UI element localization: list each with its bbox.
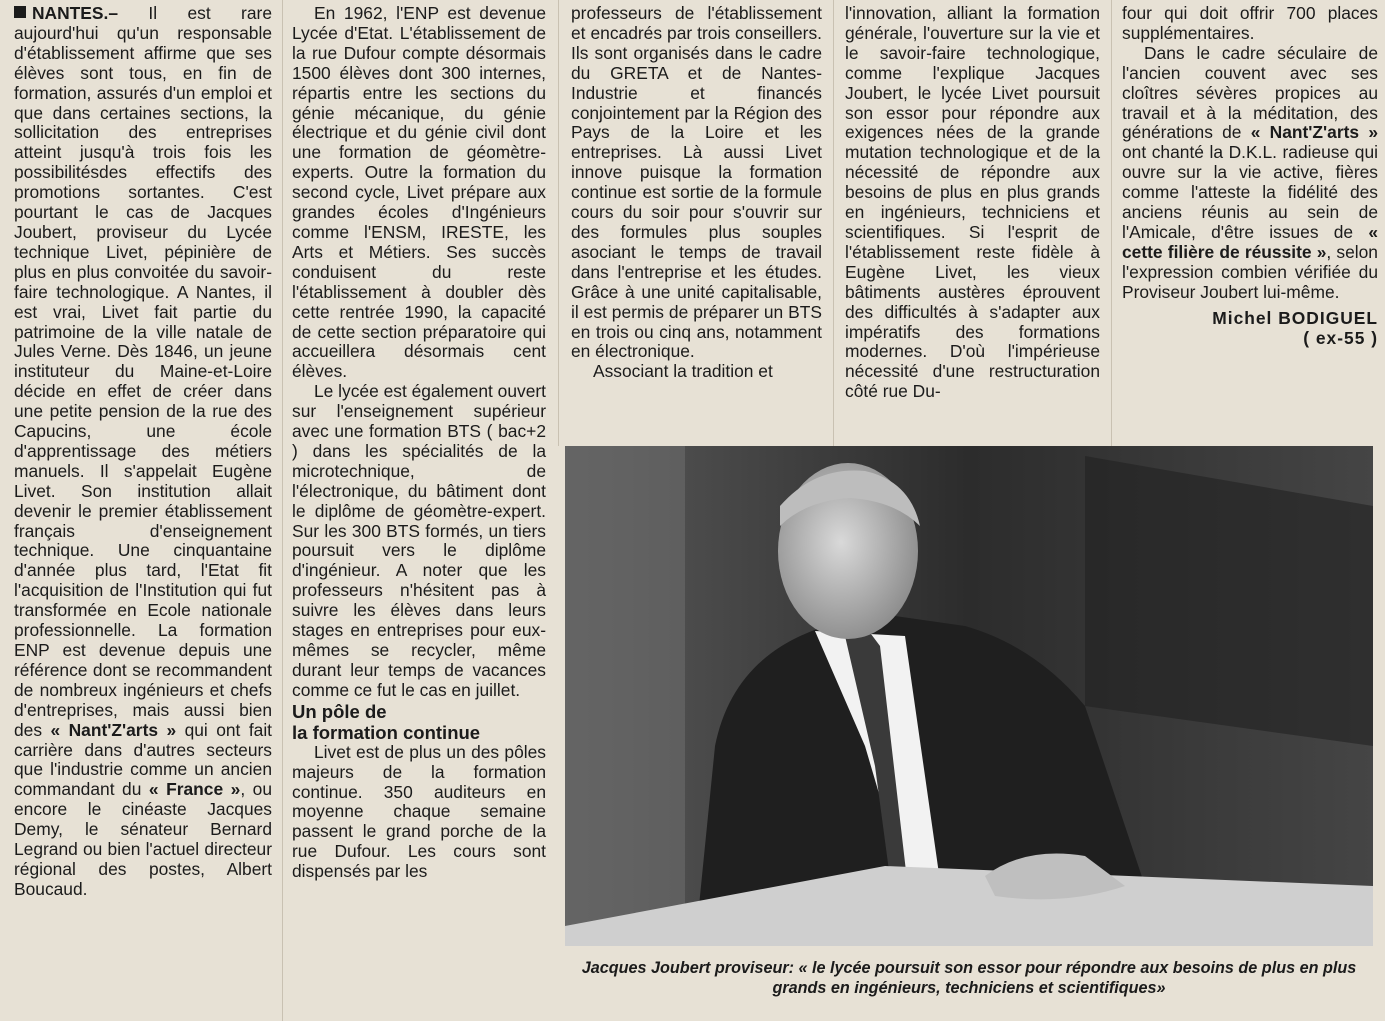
article-column-5 [1122,4,1378,348]
column-rule-4 [1111,0,1112,446]
article-paragraph: four qui doit offrir 700 places supplémentaires. [1122,3,1378,43]
portrait-photo [565,446,1373,946]
author-note: ( ex-55 ) [1303,327,1378,348]
author-signature: Michel BODIGUEL [1212,307,1378,328]
article-paragraph: Le lycée est également ouvert sur l'enseignement supérieur avec une formation BTS ( bac+2 ) dans les spécialités de la microtechnique, de l'électronique, du bâtiment dont le diplôme de géomètre-expert. Sur les 300 BTS formés, un tiers poursuit vers le diplôme d'ingénieur. A noter que les professeurs n'hésitent pas à suivre les élèves dans leurs stages en entreprises pour eux-mêmes se recycler, même durant leur temps de vacances comme ce fut le cas en juillet. [292,381,547,700]
column-rule-1 [282,0,283,1021]
portrait-photo-illustration [565,446,1373,946]
article-paragraph: Associant la tradition et [593,361,773,382]
article-column-4 [845,4,1100,402]
article-column-2 [292,4,546,882]
column-rule-3 [833,0,834,446]
bullet-square-icon [14,6,26,18]
article-column-1 [14,4,272,900]
article-paragraph: l'innovation, alliant la formation générale, l'ouverture sur la vie et le savoir-faire technologique, comme l'explique Jacques Joubert, le lycée Livet poursuit son essor pour répondre aux exigences nées de la grande mutation technologique et de la nécessité de répondre aux besoins de plus en plus grands en ingénieurs, techniciens et scientifiques. Si l'esprit de l'établissement reste fidèle à Eugène Livet, les vieux bâtiments austères éprouvent des difficultés à s'adapter aux impératifs des formations modernes. D'où l'impérieuse nécessité d'une restructuration côté rue Du- [845,3,1100,402]
article-paragraph: En 1962, l'ENP est devenue Lycée d'Etat. L'établissement de la rue Dufour compte désormais 1500 élèves dont 300 internes, répartis entre les sections du génie mécanique, du génie électrique et du génie civil dont une formation de géomètre-experts. Outre la formation du second cycle, Livet prépare aux grandes écoles d'Ingénieurs comme l'ENSM, IRESTE, les Arts et Métiers. Ses succès conduisent du reste l'établissement à doubler dès cette rentrée 1990, la capacité de cette section préparatoire qui accueillera désormais cent élèves. [292,3,546,382]
article-column-3 [571,4,822,382]
article-paragraph: NANTES.– Il est rare aujourd'hui qu'un responsable d'établissement affirme que ses élèves sont tous, en fin de formation, assurés d'un emploi et que dans certaines sections, la sollicitation des entreprises atteint jusqu'à trois fois les possibilitésdes effectifs des promotions sortantes. C'est pourtant le cas de Jacques Joubert, proviseur du Lycée technique Livet, pépinière de plus en plus convoitée du savoir-faire technologique. A Nantes, il est vrai, Livet fait partie du patrimoine de la ville natale de Jules Verne. Dès 1846, un jeune instituteur du Maine-et-Loire décide en effet de créer dans une petite pension de la rue des Capucins, une école d'apprentissage des métiers manuels. Il s'appelait Eugène Livet. Son institution allait devenir le premier établissement français d'enseignement technique. Une cinquantaine d'année plus tard, l'Etat fit l'acquisition de l'Institution qui fut transformée en Ecole nationale professionnelle. La formation ENP est devenue depuis une référence dont se recommandent de nombreux ingénieurs et chefs d'entreprises, mais aussi bien des « Nant'Z'arts » qui ont fait carrière dans d'autres secteurs que l'industrie comme un ancien commandant du « France », ou encore le cinéaste Jacques Demy, le sénateur Bernard Legrand ou bien l'actuel directeur régional des postes, Albert Boucaud. [14,3,273,899]
article-paragraph: Livet est de plus un des pôles majeurs de la formation continue. 350 auditeurs en moyenne chaque semaine passent le grand porche de la rue Dufour. Les cours sont dispensés par les [292,741,546,882]
article-paragraph: Dans le cadre séculaire de l'ancien couvent avec ses cloîtres sévères propices au travail et à la méditation, des générations de « Nant'Z'arts » ont chanté la D.K.L. radieuse qui ouvre sur la vie active, fières comme l'atteste la fidélité des anciens réunis au sein de l'Amicale, d'être issues de « cette filière de réussite », selon l'expression combien vérifiée du Proviseur Joubert lui-même. [1122,42,1378,302]
article-paragraph: professeurs de l'établissement et encadrés par trois conseillers. Ils sont organisés dans le cadre du GRETA et de Nantes-Industrie et financés conjointement par la Région des Pays de la Loire et les entreprises. Là aussi Livet innove puisque la formation continue est sortie de la formule cours du soir pour s'ouvrir sur des formules plus souples asociant le temps de travail dans l'entreprise et les études. Grâce à une unité capitalisable, il est permis de préparer un BTS en trois ou cinq ans, notamment en électronique. [571,3,822,362]
dateline: NANTES.– [32,3,119,23]
column-rule-2 [558,0,559,446]
photo-caption: Jacques Joubert proviseur: « le lycée poursuit son essor pour répondre aux besoins de plus en plus grands en ingénieurs, techniciens et scientifiques» [581,959,1357,997]
section-subheading: Un pôle de la formation continue [292,700,481,743]
